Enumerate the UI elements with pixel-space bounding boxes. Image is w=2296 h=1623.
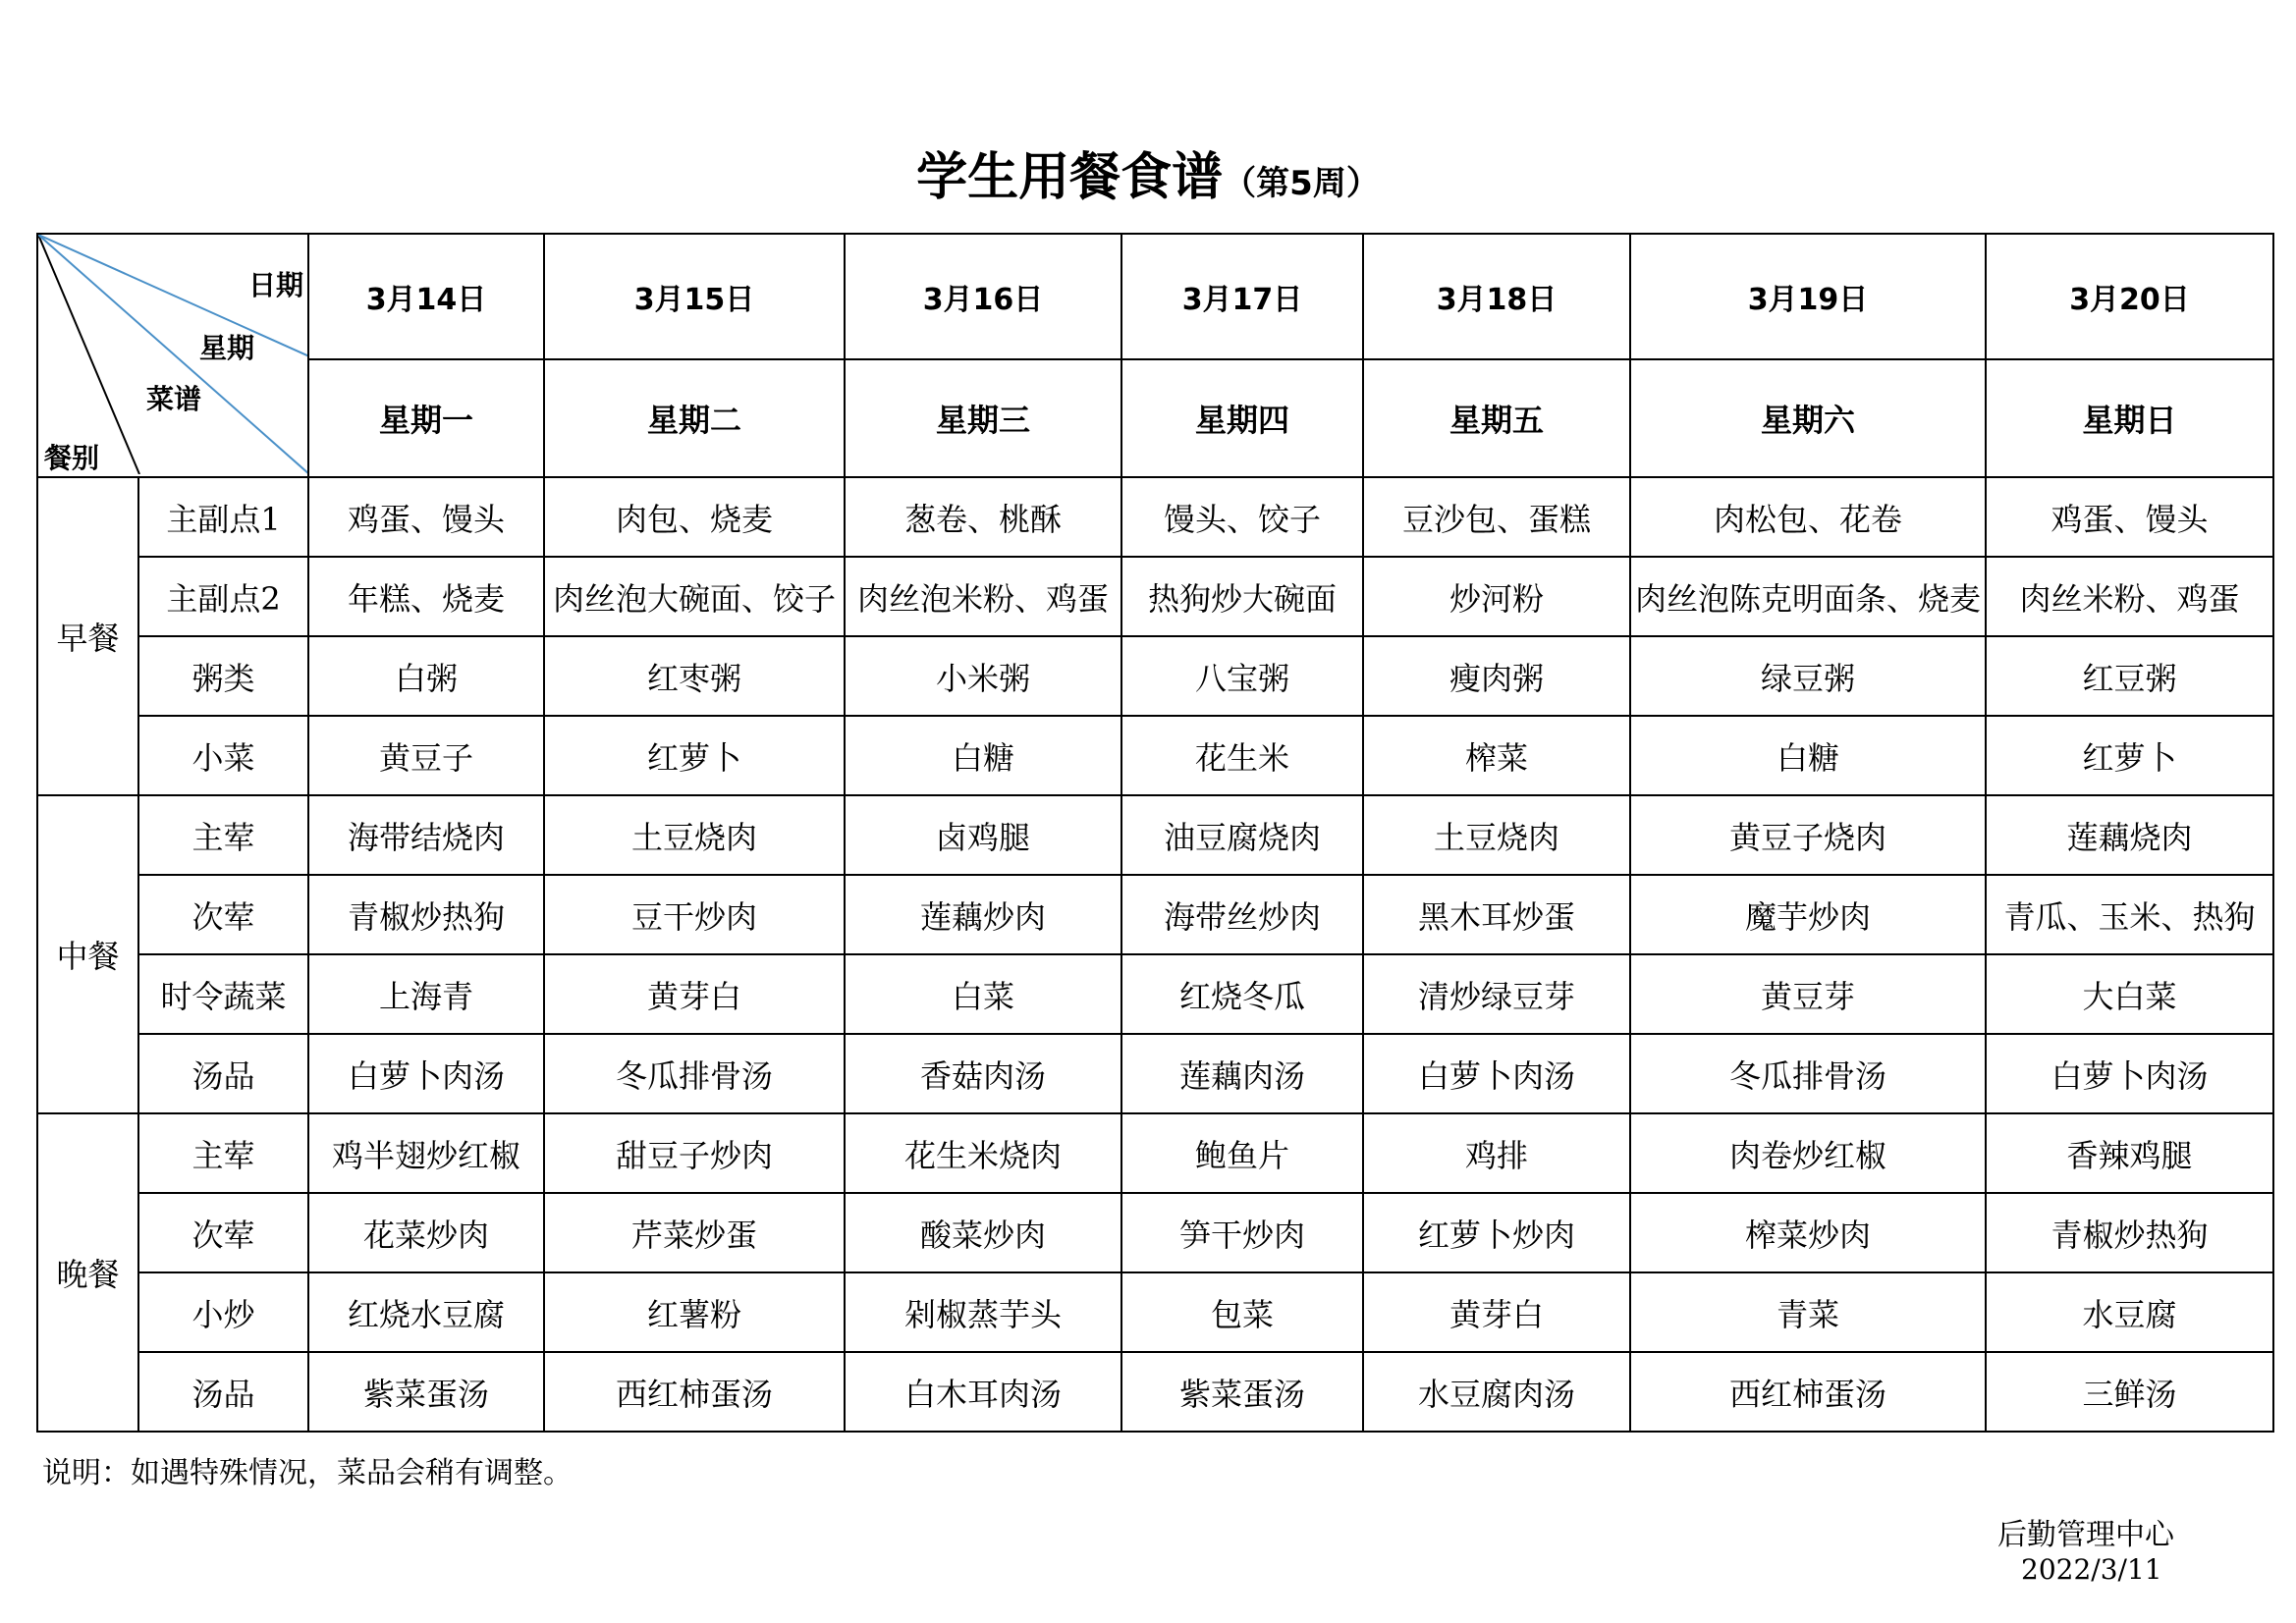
dish-cell: 榨菜炒肉	[1630, 1193, 1986, 1272]
dish-category-cell: 汤品	[138, 1034, 308, 1113]
dish-cell: 黄豆子烧肉	[1630, 795, 1986, 875]
dish-category-cell: 主荤	[138, 1113, 308, 1193]
dish-cell: 馒头、饺子	[1121, 477, 1363, 557]
dish-cell: 莲藕炒肉	[845, 875, 1121, 954]
dish-cell: 土豆烧肉	[544, 795, 845, 875]
table-row	[37, 795, 2273, 875]
dish-cell: 鲍鱼片	[1121, 1113, 1363, 1193]
dish-cell: 大白菜	[1986, 954, 2273, 1034]
dish-cell: 莲藕烧肉	[1986, 795, 2273, 875]
dish-cell: 绿豆粥	[1630, 636, 1986, 716]
date-header-cell: 3月19日	[1630, 234, 1986, 359]
dish-cell: 年糕、烧麦	[308, 557, 544, 636]
corner-label-meal: 餐别	[44, 442, 100, 474]
dish-cell: 炒河粉	[1363, 557, 1630, 636]
dish-category-cell: 粥类	[138, 636, 308, 716]
dish-cell: 花生米	[1121, 716, 1363, 795]
footer-date: 2022/3/11	[2021, 1553, 2162, 1586]
date-header-cell: 3月18日	[1363, 234, 1630, 359]
dish-cell: 黄豆子	[308, 716, 544, 795]
corner-label-weekday: 星期	[199, 332, 255, 364]
table-row	[37, 557, 2273, 636]
dish-cell: 魔芋炒肉	[1630, 875, 1986, 954]
weekday-header-cell: 星期四	[1121, 359, 1363, 477]
dish-cell: 红烧冬瓜	[1121, 954, 1363, 1034]
table-row	[37, 1193, 2273, 1272]
date-header-cell: 3月17日	[1121, 234, 1363, 359]
dish-cell: 瘦肉粥	[1363, 636, 1630, 716]
table-row	[37, 636, 2273, 716]
date-header-cell: 3月15日	[544, 234, 845, 359]
dish-category-cell: 主副点1	[138, 477, 308, 557]
dish-cell: 酸菜炒肉	[845, 1193, 1121, 1272]
weekday-header-cell: 星期日	[1986, 359, 2273, 477]
dish-cell: 豆干炒肉	[544, 875, 845, 954]
dish-cell: 海带丝炒肉	[1121, 875, 1363, 954]
dish-cell: 红萝卜	[544, 716, 845, 795]
dish-cell: 榨菜	[1363, 716, 1630, 795]
date-header-cell: 3月16日	[845, 234, 1121, 359]
footer-note: 说明：如遇特殊情况，菜品会稍有调整。	[42, 1456, 573, 1490]
date-header-row	[37, 234, 2273, 359]
dish-cell: 白菜	[845, 954, 1121, 1034]
dish-cell: 白粥	[308, 636, 544, 716]
dish-cell: 紫菜蛋汤	[308, 1352, 544, 1432]
dish-cell: 红萝卜	[1986, 716, 2273, 795]
dish-cell: 鸡蛋、馒头	[308, 477, 544, 557]
date-header-cell: 3月14日	[308, 234, 544, 359]
dish-category-cell: 小炒	[138, 1272, 308, 1352]
page-title	[0, 135, 2296, 209]
dish-cell: 水豆腐肉汤	[1363, 1352, 1630, 1432]
dish-cell: 红豆粥	[1986, 636, 2273, 716]
dish-cell: 黄豆芽	[1630, 954, 1986, 1034]
meal-name-cell: 中餐	[37, 795, 138, 1113]
table-row	[37, 1113, 2273, 1193]
dish-cell: 香菇肉汤	[845, 1034, 1121, 1113]
dish-cell: 黄芽白	[1363, 1272, 1630, 1352]
dish-cell: 肉丝泡米粉、鸡蛋	[845, 557, 1121, 636]
dish-cell: 白木耳肉汤	[845, 1352, 1121, 1432]
corner-label-date: 日期	[248, 269, 304, 301]
dish-category-cell: 次荤	[138, 1193, 308, 1272]
dish-cell: 西红柿蛋汤	[1630, 1352, 1986, 1432]
dish-cell: 莲藕肉汤	[1121, 1034, 1363, 1113]
meal-name-cell: 早餐	[37, 477, 138, 795]
dish-cell: 红萝卜炒肉	[1363, 1193, 1630, 1272]
dish-cell: 肉卷炒红椒	[1630, 1113, 1986, 1193]
dish-cell: 鸡半翅炒红椒	[308, 1113, 544, 1193]
dish-cell: 花菜炒肉	[308, 1193, 544, 1272]
dish-cell: 鸡排	[1363, 1113, 1630, 1193]
dish-cell: 葱卷、桃酥	[845, 477, 1121, 557]
dish-cell: 西红柿蛋汤	[544, 1352, 845, 1432]
table-row	[37, 1034, 2273, 1113]
header-corner-cell	[37, 234, 308, 477]
dish-cell: 肉松包、花卷	[1630, 477, 1986, 557]
dish-cell: 油豆腐烧肉	[1121, 795, 1363, 875]
dish-category-cell: 时令蔬菜	[138, 954, 308, 1034]
dish-cell: 冬瓜排骨汤	[544, 1034, 845, 1113]
menu-table	[36, 233, 2274, 1433]
dish-cell: 青椒炒热狗	[308, 875, 544, 954]
table-row	[37, 875, 2273, 954]
dish-cell: 土豆烧肉	[1363, 795, 1630, 875]
weekday-header-cell: 星期二	[544, 359, 845, 477]
dish-cell: 红烧水豆腐	[308, 1272, 544, 1352]
weekday-header-cell: 星期一	[308, 359, 544, 477]
table-row	[37, 1272, 2273, 1352]
dish-cell: 香辣鸡腿	[1986, 1113, 2273, 1193]
dish-cell: 海带结烧肉	[308, 795, 544, 875]
dish-cell: 青瓜、玉米、热狗	[1986, 875, 2273, 954]
dish-cell: 水豆腐	[1986, 1272, 2273, 1352]
dish-cell: 三鲜汤	[1986, 1352, 2273, 1432]
dish-cell: 肉包、烧麦	[544, 477, 845, 557]
table-row	[37, 1352, 2273, 1432]
dish-cell: 白萝卜肉汤	[1363, 1034, 1630, 1113]
table-row	[37, 716, 2273, 795]
weekday-header-row	[37, 359, 2273, 477]
dish-category-cell: 汤品	[138, 1352, 308, 1432]
dish-cell: 黄芽白	[544, 954, 845, 1034]
dish-cell: 清炒绿豆芽	[1363, 954, 1630, 1034]
dish-cell: 热狗炒大碗面	[1121, 557, 1363, 636]
dish-cell: 鸡蛋、馒头	[1986, 477, 2273, 557]
dish-cell: 小米粥	[845, 636, 1121, 716]
date-header-cell: 3月20日	[1986, 234, 2273, 359]
dish-cell: 上海青	[308, 954, 544, 1034]
title-main: 学生用餐食谱	[916, 148, 1224, 207]
table-row	[37, 477, 2273, 557]
dish-cell: 白糖	[845, 716, 1121, 795]
dish-cell: 豆沙包、蛋糕	[1363, 477, 1630, 557]
dish-cell: 肉丝泡大碗面、饺子	[544, 557, 845, 636]
dish-cell: 白萝卜肉汤	[308, 1034, 544, 1113]
meal-name-cell: 晚餐	[37, 1113, 138, 1432]
dish-cell: 红枣粥	[544, 636, 845, 716]
dish-cell: 青椒炒热狗	[1986, 1193, 2273, 1272]
dish-cell: 剁椒蒸芋头	[845, 1272, 1121, 1352]
dish-cell: 甜豆子炒肉	[544, 1113, 845, 1193]
dish-category-cell: 小菜	[138, 716, 308, 795]
dish-cell: 红薯粉	[544, 1272, 845, 1352]
title-week: （第5周）	[1223, 164, 1380, 203]
weekday-header-cell: 星期六	[1630, 359, 1986, 477]
dish-cell: 冬瓜排骨汤	[1630, 1034, 1986, 1113]
weekday-header-cell: 星期三	[845, 359, 1121, 477]
corner-label-menu: 菜谱	[146, 383, 202, 415]
table-row	[37, 954, 2273, 1034]
footer-organization: 后勤管理中心	[1997, 1518, 2174, 1552]
dish-cell: 花生米烧肉	[845, 1113, 1121, 1193]
dish-cell: 白萝卜肉汤	[1986, 1034, 2273, 1113]
dish-cell: 肉丝泡陈克明面条、烧麦	[1630, 557, 1986, 636]
dish-cell: 白糖	[1630, 716, 1986, 795]
dish-cell: 包菜	[1121, 1272, 1363, 1352]
dish-cell: 八宝粥	[1121, 636, 1363, 716]
weekday-header-cell: 星期五	[1363, 359, 1630, 477]
dish-cell: 肉丝米粉、鸡蛋	[1986, 557, 2273, 636]
dish-cell: 卤鸡腿	[845, 795, 1121, 875]
dish-category-cell: 主副点2	[138, 557, 308, 636]
dish-cell: 紫菜蛋汤	[1121, 1352, 1363, 1432]
dish-cell: 青菜	[1630, 1272, 1986, 1352]
dish-cell: 笋干炒肉	[1121, 1193, 1363, 1272]
dish-category-cell: 次荤	[138, 875, 308, 954]
dish-category-cell: 主荤	[138, 795, 308, 875]
dish-cell: 芹菜炒蛋	[544, 1193, 845, 1272]
dish-cell: 黑木耳炒蛋	[1363, 875, 1630, 954]
